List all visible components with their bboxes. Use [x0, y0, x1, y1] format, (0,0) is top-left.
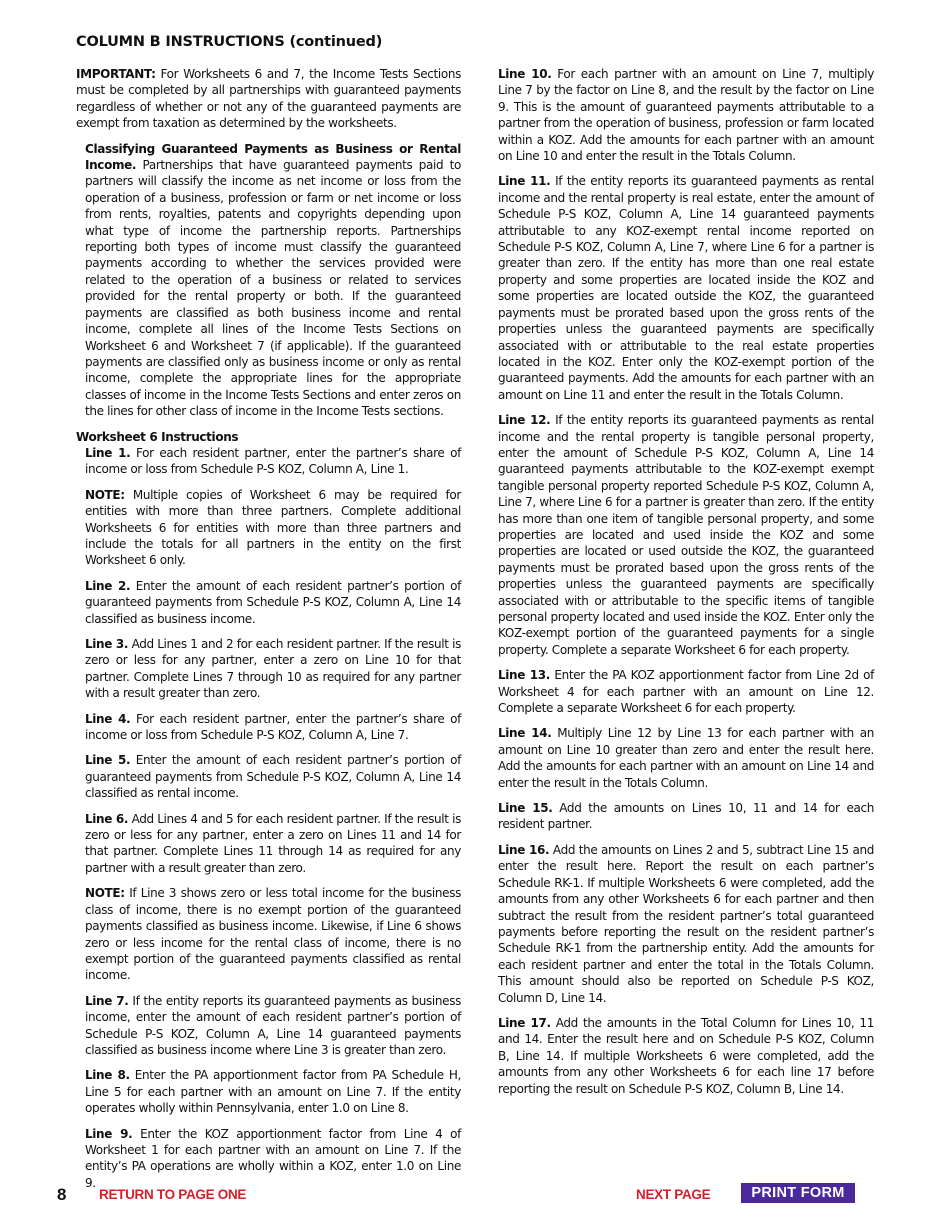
- line-text: Enter the PA apportionment factor from PA Schedule H, Line 5 for each partner with an amount on Line 7. If the entity operates wholly within Pennsylvania, enter 1.0 on Line 8.: [85, 1068, 461, 1116]
- line17-paragraph: [498, 1015, 874, 1097]
- line-label: Line 13.: [498, 668, 550, 683]
- return-to-page-one-link[interactable]: RETURN TO PAGE ONE: [99, 1187, 247, 1202]
- classifying-label: Classifying Guaranteed Payments as Business or Rental Income.: [85, 141, 461, 173]
- important-paragraph: [76, 66, 461, 132]
- line-label: Line 11.: [498, 174, 551, 189]
- line-label: Line 10.: [498, 67, 552, 81]
- classifying-paragraph: [85, 141, 461, 420]
- line-label: Line 2.: [85, 578, 131, 593]
- line3-paragraph: [85, 636, 461, 702]
- line-text: For each resident partner, enter the partner’s share of income or loss from Schedule P-S KOZ, Column A, Line 7.: [85, 711, 461, 743]
- line15-paragraph: [498, 800, 874, 833]
- important-label: IMPORTANT:: [76, 67, 156, 81]
- page-number: 8: [57, 1185, 67, 1204]
- line-label: Line 15.: [498, 801, 553, 816]
- line11-paragraph: [498, 173, 874, 403]
- note-text: Multiple copies of Worksheet 6 may be required for entities with more than three partners. Complete additional Worksheets 6 for entities with more than three partners and include the totals for all partners in the entity on the first Worksheet 6 only.: [85, 487, 461, 568]
- classifying-text: Partnerships that have guaranteed payments paid to partners will classify the income as net income or loss from the operation of a business, profession or farm or net income or loss from rents, royalties, patents and copyrights depending upon what type of income the partnership reports. Partnerships reporting both types of income must classify the guaranteed payments according to whether the services provided were related to the operation of a business or related to services provided for the rental property or both. If the guaranteed payments are classified as both business income and rental income, complete all lines of the Income Tests Sections on Worksheet 6 and Worksheet 7 (if applicable). If the guaranteed payments are classified only as business income or only as rental income, complete the appropriate lines for the appropriate classes of income in the Income Tests Sections and enter zeros on the lines for other class of income in the Income Tests sections.: [85, 158, 461, 419]
- line13-paragraph: [498, 667, 874, 716]
- next-page-link[interactable]: NEXT PAGE: [636, 1187, 711, 1202]
- line-label: Line 9.: [85, 1126, 133, 1141]
- line-label: Line 6.: [85, 811, 129, 826]
- note1-paragraph: [85, 487, 461, 569]
- line16-paragraph: [498, 842, 874, 1006]
- line-text: Enter the amount of each resident partner’s portion of guaranteed payments from Schedule P-S KOZ, Column A, Line 14 classified as rental income.: [85, 753, 461, 801]
- line-text: Add the amounts on Lines 2 and 5, subtract Line 15 and enter the result here. Report the result on each partner’s Schedule RK-1. If multiple Worksheets 6 were completed, add the amounts from any other Worksheets 6 for each partner and then subtract the result from the resident partner’s total guaranteed payments before reporting the result on the resident partner’s Schedule RK-1 from the partnership entity. Add the amounts for each resident partner and enter the total in the Totals Column. This amount should also be reported on Schedule P-S KOZ, Column D, Line 14.: [498, 842, 874, 1005]
- line-text: If the entity reports its guaranteed payments as rental income and the rental property is tangible personal property, enter the amount of Schedule P-S KOZ, Column A, Line 14 guaranteed payments attributable to the KOZ-exempt exempt tangible personal property reported Schedule P-S KOZ, Column A, Line 7, where Line 6 for a partner is greater than zero. If the entity has more than one item of tangible personal property, and some properties are located and used inside the KOZ and some properties are located or used outside the KOZ, the guaranteed payments must be prorated based upon the gross rents of the properties unless the guaranteed payments are specifically associated with or attributable to the specific items of tangible personal property located and used inside the KOZ. Enter only the KOZ-exempt portion of the guaranteed payments for a single property. Complete a separate Worksheet 6 for each property.: [498, 413, 874, 657]
- line-text: For each partner with an amount on Line 7, multiply Line 7 by the factor on Line 8, and the result by the factor on Line 9. This is the amount of guaranteed payments attributable to a partner from the operation of business, profession or farm located within a KOZ. Add the amounts for each partner with an amount on Line 10 and enter the result in the Totals Column.: [498, 67, 874, 164]
- line-label: Line 4.: [85, 711, 131, 726]
- line5-paragraph: [85, 752, 461, 801]
- line-text: Add Lines 1 and 2 for each resident partner. If the result is zero or less for any partner, enter a zero on Line 10 for that partner. Complete Lines 7 through 10 as required for any partner with a result greater than zero.: [85, 637, 462, 701]
- line-text: Enter the PA KOZ apportionment factor from Line 2d of Worksheet 4 for each partner with an amount on Line 12. Complete a separate Worksheet 6 for each property.: [498, 668, 874, 716]
- note-label: NOTE:: [85, 487, 125, 502]
- line1-paragraph: [85, 445, 461, 478]
- right-column: [498, 66, 874, 1106]
- line10-paragraph: [498, 66, 874, 164]
- line2-paragraph: [85, 578, 461, 627]
- page-title: COLUMN B INSTRUCTIONS (continued): [76, 34, 383, 50]
- line-text: Add Lines 4 and 5 for each resident partner. If the result is zero or less for any partner, enter a zero on Lines 11 and 14 for that partner. Complete Lines 11 through 14 as required for any partner with a result greater than zero.: [85, 811, 462, 875]
- line-text: Enter the KOZ apportionment factor from Line 4 of Worksheet 1 for each partner with an amount on Line 7. If the entity’s PA operations are wholly within a KOZ, enter 1.0 on Line 9.: [85, 1126, 461, 1190]
- note2-paragraph: [85, 885, 461, 983]
- line7-paragraph: [85, 993, 461, 1059]
- worksheet6-heading: Worksheet 6 Instructions: [76, 429, 239, 444]
- line-text: Multiply Line 12 by Line 13 for each partner with an amount on Line 10 greater than zero and enter the result here. Add the amounts for each partner with an amount on Line 14 and enter the result in the Totals Column.: [498, 726, 874, 790]
- line4-paragraph: [85, 711, 461, 744]
- line-text: Enter the amount of each resident partner’s portion of guaranteed payments from Schedule P-S KOZ, Column A, Line 14 classified as business income.: [85, 578, 461, 626]
- line12-paragraph: [498, 412, 874, 658]
- line-label: Line 7.: [85, 993, 129, 1008]
- note-text: If Line 3 shows zero or less total income for the business class of income, there is no exempt portion of the guaranteed payments classified as business income. Likewise, if Line 6 shows zero or less income for the rental class of income, there is no exempt portion of the guaranteed payments classified as rental income.: [85, 886, 461, 983]
- line9-paragraph: [85, 1126, 461, 1192]
- line-text: If the entity reports its guaranteed payments as rental income and the rental property is real estate, enter the amount of Schedule P-S KOZ, Column A, Line 14 guaranteed payments attributable to any KOZ-exempt rental income reported on Schedule P-S KOZ, Column A, Line 7, where Line 6 for a partner is greater than zero. If the entity has more than one real estate property and some properties are located inside the KOZ and some properties are located outside the KOZ, the guaranteed payments must be prorated based upon the gross rents of the properties unless the guaranteed payments are specifically associated with or attributable to the real estate properties located in the KOZ. Enter only the KOZ-exempt portion of the guaranteed payments. Add the amounts for each partner with an amount on Line 11 and enter the result in the Totals Column.: [498, 174, 874, 402]
- left-column: [76, 66, 461, 1200]
- line-label: Line 8.: [85, 1068, 130, 1083]
- line-text: Add the amounts in the Total Column for Lines 10, 11 and 14. Enter the result here and on Schedule P-S KOZ, Column B, Line 14. If multiple Worksheets 6 were completed, add the amounts from any other Worksheets 6 for each line 17 before reporting the result on Schedule P-S KOZ, Column B, Line 14.: [498, 1015, 874, 1096]
- line8-paragraph: [85, 1067, 461, 1116]
- line6-paragraph: [85, 811, 461, 877]
- line-label: Line 16.: [498, 842, 550, 857]
- note-label: NOTE:: [85, 886, 125, 901]
- line-label: Line 1.: [85, 445, 131, 460]
- line-label: Line 3.: [85, 637, 129, 651]
- important-text: For Worksheets 6 and 7, the Income Tests Sections must be completed by all partnerships with guaranteed payments regardless of whether or not any of the guaranteed payments are exempt from taxation as determined by the worksheets.: [76, 67, 461, 131]
- print-form-button[interactable]: PRINT FORM: [741, 1183, 855, 1203]
- line14-paragraph: [498, 725, 874, 791]
- line-label: Line 12.: [498, 413, 551, 428]
- line-label: Line 17.: [498, 1015, 551, 1030]
- line-text: Add the amounts on Lines 10, 11 and 14 for each resident partner.: [498, 801, 875, 832]
- line-label: Line 14.: [498, 726, 552, 741]
- line-text: For each resident partner, enter the partner’s share of income or loss from Schedule P-S KOZ, Column A, Line 1.: [85, 445, 461, 477]
- line-text: If the entity reports its guaranteed payments as business income, enter the amount of each resident partner’s portion of Schedule P-S KOZ, Column A, Line 14 guaranteed payments classified as business income where Line 3 is greater than zero.: [85, 993, 462, 1057]
- line-label: Line 5.: [85, 753, 131, 768]
